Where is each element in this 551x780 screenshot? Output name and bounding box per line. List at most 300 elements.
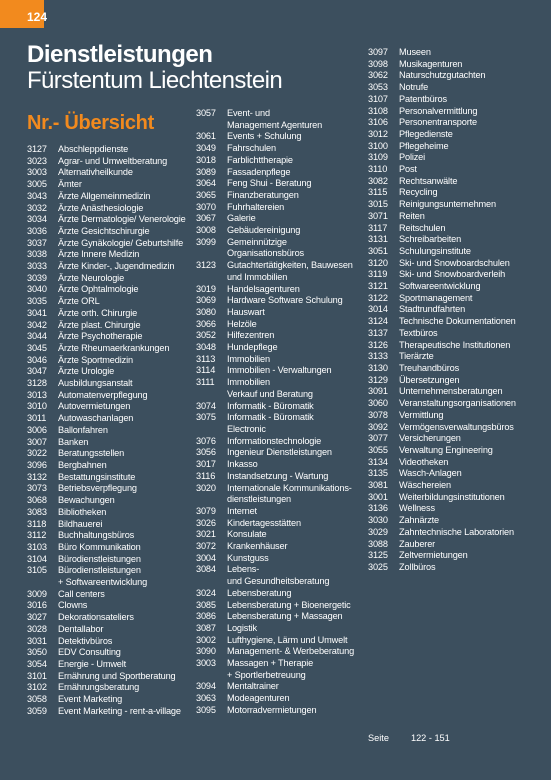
entry-code: 3098 [368,58,388,69]
index-entry [196,155,366,167]
entry-label: Veranstaltungsorganisationen [399,398,516,409]
index-entry [27,191,197,203]
entry-code: 3019 [196,283,216,294]
index-entry [27,694,197,706]
entry-label: Alternativheilkunde [58,167,133,178]
index-entry [27,401,197,413]
entry-label: Treuhandbüros [399,362,460,373]
entry-code: 3107 [368,93,388,104]
entry-label: Event Marketing - rent-a-village [58,705,181,716]
index-entry [27,636,197,648]
entry-label: Videotheken [399,456,449,467]
index-entry [196,202,366,214]
index-entry [27,284,197,296]
index-entry [368,187,543,199]
entry-code: 3117 [368,222,388,233]
index-entry [27,167,197,179]
entry-code: 3063 [196,693,216,704]
page-subtitle: Fürstentum Liechtenstein [27,67,283,94]
page-number-badge: 124 [0,0,44,28]
entry-code: 3073 [27,483,47,494]
entry-label: Vermittlung [399,409,444,420]
entry-label: Pflegedienste [399,128,453,139]
entry-label: Mentaltrainer [227,681,279,692]
index-entry [196,588,366,600]
index-entry [368,363,543,375]
entry-code [196,248,227,260]
index-entry [27,565,197,577]
entry-label: Büro Kommunikation [58,541,141,552]
entry-code: 3053 [368,82,388,93]
section-title: Nr.- Übersicht [27,112,154,134]
index-entry [27,600,197,612]
entry-label: Motorradvermietungen [227,704,317,715]
index-entry [27,589,197,601]
entry-code: 3119 [368,269,388,280]
entry-label: Ärzte Dermatologie/ Venerologie [58,214,186,225]
index-entry [368,503,543,515]
entry-label: Bewachungen [58,495,115,506]
entry-code: 3065 [196,189,216,200]
index-entry [368,234,543,246]
index-entry [196,623,366,635]
entry-label: Reitschulen [399,222,446,233]
entry-label: Reinigungsunternehmen [399,199,496,210]
index-entry [27,624,197,636]
entry-code: 3044 [27,331,47,342]
index-entry [196,377,366,389]
entry-code: 3089 [196,166,216,177]
entry-code: 3086 [196,611,216,622]
entry-label: Ärzte Psychotherapie [58,331,143,342]
index-entry [368,152,543,164]
entry-code: 3037 [27,237,47,248]
entry-label: Schulungsinstitute [399,245,471,256]
entry-label: Galerie [227,213,256,224]
entry-label: Bergbahnen [58,459,107,470]
index-entry [196,319,366,331]
entry-label: Ski- und Snowboardverleih [399,269,506,280]
index-entry [196,295,366,307]
entry-label: Pflegeheime [399,140,449,151]
entry-code: 3003 [196,658,216,669]
entry-code: 3014 [368,304,388,315]
entry-code: 3075 [196,412,216,423]
entry-code: 3038 [27,249,47,260]
entry-code: 3088 [368,538,388,549]
entry-label: Dekorationsateliers [58,612,134,623]
index-entry [368,375,543,387]
index-entry [196,576,366,588]
index-entry [196,424,366,436]
entry-code: 3103 [27,541,47,552]
entry-label: Automatenverpflegung [58,389,148,400]
index-entry [196,436,366,448]
entry-label: Buchhaltungsbüros [58,530,135,541]
index-entry [368,199,543,211]
index-entry [27,519,197,531]
entry-label: Personalvermittlung [399,105,478,116]
index-entry [27,308,197,320]
entry-code: 3036 [27,225,47,236]
entry-label: Betriebsverpflegung [58,483,137,494]
index-entry [196,494,366,506]
entry-code [196,670,227,682]
index-entry [27,203,197,215]
entry-label: Notrufe [399,82,429,93]
index-entry [196,705,366,717]
entry-label: + Softwareentwicklung [58,577,148,588]
entry-label: + Sportlerbetreuung [227,669,306,680]
entry-code: 3011 [27,413,47,424]
entry-code: 3113 [196,353,216,364]
entry-code: 3006 [27,424,47,435]
entry-code: 3064 [196,178,216,189]
entry-label: Banken [58,436,89,447]
index-entry [368,328,543,340]
entry-label: Immobilien [227,377,270,388]
index-entry [196,190,366,202]
index-entry [27,472,197,484]
index-entry [27,296,197,308]
entry-label: Gutachtertätigkeiten, Bauwesen [227,260,353,271]
entry-code: 3116 [196,470,216,481]
entry-code: 3030 [368,515,388,526]
entry-label: Gebäudereinigung [227,225,301,236]
entry-code: 3042 [27,319,47,330]
entry-label: Informatik - Büromatik [227,412,314,423]
index-entry [196,365,366,377]
index-entry [196,459,366,471]
entry-label: Stadtrundfahrten [399,304,466,315]
entry-code: 3056 [196,447,216,458]
index-entry [196,131,366,143]
index-entry [368,94,543,106]
index-entry [196,529,366,541]
entry-code: 3124 [368,316,388,327]
entry-code: 3100 [368,140,388,151]
entry-label: Zauberer [399,538,436,549]
entry-label: Polizei [399,152,426,163]
index-entry [27,647,197,659]
entry-label: Ballonfahren [58,424,108,435]
index-entry [368,527,543,539]
entry-code: 3043 [27,190,47,201]
index-entry [196,483,366,495]
entry-code [196,494,227,506]
entry-code: 3029 [368,526,388,537]
entry-label: Übersetzungen [399,374,460,385]
entry-code: 3024 [196,587,216,598]
entry-label: Tierärzte [399,351,434,362]
index-entry [368,386,543,398]
entry-code: 3133 [368,351,388,362]
entry-code: 3081 [368,480,388,491]
entry-label: Musikagenturen [399,58,463,69]
entry-label: Logistik [227,622,257,633]
entry-code: 3104 [27,553,47,564]
index-entry [196,167,366,179]
index-entry [196,284,366,296]
index-entry [27,460,197,472]
entry-label: Lebensberatung + Bioenergetic [227,599,351,610]
entry-label: Energie - Umwelt [58,658,127,669]
entry-label: Schreibarbeiten [399,234,462,245]
entry-code: 3031 [27,635,47,646]
entry-code: 3079 [196,505,216,516]
entry-label: Kindertagesstätten [227,517,301,528]
entry-code: 3070 [196,201,216,212]
entry-code: 3071 [368,210,388,221]
entry-label: Lebensberatung + Massagen [227,611,343,622]
index-entry [27,144,197,156]
entry-code: 3101 [27,670,47,681]
index-entry [196,553,366,565]
entry-code: 3122 [368,292,388,303]
entry-label: Modeagenturen [227,693,290,704]
entry-code: 3012 [368,128,388,139]
entry-code: 3023 [27,155,47,166]
index-column-2 [196,108,366,717]
entry-code: 3048 [196,342,216,353]
index-entry [196,178,366,190]
entry-label: Lebensberatung [227,587,292,598]
entry-code: 3061 [196,131,216,142]
entry-code: 3083 [27,506,47,517]
entry-code: 3052 [196,330,216,341]
index-entry [196,646,366,658]
entry-code: 3106 [368,117,388,128]
entry-label: Bürodienstleistungen [58,553,141,564]
entry-code: 3102 [27,682,47,693]
index-entry [196,600,366,612]
index-entry [196,518,366,530]
entry-code [196,272,227,284]
entry-label: Technische Dokumentationen [399,316,516,327]
index-entry [196,272,366,284]
index-entry [27,542,197,554]
entry-code: 3032 [27,202,47,213]
entry-label: Patentbüros [399,93,447,104]
index-entry [368,117,543,129]
index-entry [368,59,543,71]
entry-label: Immobilien - Verwaltungen [227,365,332,376]
index-entry [27,273,197,285]
entry-label: Instandsetzung - Wartung [227,470,329,481]
entry-code: 3115 [368,187,388,198]
index-entry [196,447,366,459]
entry-code: 3080 [196,306,216,317]
entry-code: 3033 [27,261,47,272]
index-entry [196,471,366,483]
entry-code [27,577,58,589]
entry-label: Informatik - Büromatik [227,400,314,411]
entry-label: Abschleppdienste [58,144,129,154]
entry-label: Bildhauerei [58,518,103,529]
entry-label: Ärzte ORL [58,296,100,307]
entry-code [196,389,227,401]
index-entry [196,681,366,693]
index-entry [196,635,366,647]
entry-code: 3062 [368,70,388,81]
entry-code: 3027 [27,612,47,623]
entry-label: und Immobilien [227,271,288,282]
index-entry [368,316,543,328]
index-entry [27,530,197,542]
index-entry [27,495,197,507]
index-entry [27,261,197,273]
entry-code [196,576,227,588]
index-entry [368,351,543,363]
entry-label: Post [399,164,417,175]
index-entry [368,445,543,457]
entry-label: Call centers [58,588,105,599]
entry-code: 3076 [196,435,216,446]
entry-code: 3049 [196,143,216,154]
index-entry [27,249,197,261]
entry-label: Ärzte orth. Chirurgie [58,307,138,318]
entry-code: 3120 [368,257,388,268]
entry-label: Agrar- und Umweltberatung [58,155,168,166]
entry-code: 3022 [27,448,47,459]
index-entry [27,390,197,402]
index-entry [27,671,197,683]
entry-code: 3007 [27,436,47,447]
entry-code: 3068 [27,495,47,506]
index-entry [196,611,366,623]
entry-code: 3078 [368,409,388,420]
entry-label: Recycling [399,187,438,198]
index-entry [368,422,543,434]
entry-code: 3096 [27,459,47,470]
index-entry [27,238,197,250]
entry-code: 3055 [368,444,388,455]
entry-code: 3008 [196,225,216,236]
index-entry [27,577,197,589]
entry-label: Ernährungsberatung [58,682,140,693]
entry-code: 3123 [196,260,216,271]
entry-code: 3017 [196,459,216,470]
entry-code: 3060 [368,398,388,409]
entry-label: Management Agenturen [227,119,323,130]
index-entry [27,226,197,238]
entry-code: 3134 [368,456,388,467]
entry-label: Vermögensverwaltungsbüros [399,421,514,432]
entry-label: Lebens- [227,564,260,575]
entry-code: 3025 [368,561,388,572]
index-entry [368,457,543,469]
index-entry [196,225,366,237]
entry-label: Informationstechnologie [227,435,322,446]
entry-label: Autovermietungen [58,401,131,412]
index-column-1 [27,144,197,717]
entry-label: Fassadenpflege [227,166,291,177]
entry-code: 3137 [368,327,388,338]
index-entry [368,211,543,223]
entry-code: 3013 [27,389,47,400]
index-entry [368,106,543,118]
index-entry [196,389,366,401]
entry-code: 3094 [196,681,216,692]
entry-label: Electronic [227,423,266,434]
index-entry [196,248,366,260]
index-entry [27,366,197,378]
entry-code: 3085 [196,599,216,610]
entry-code: 3015 [368,199,388,210]
entry-label: Ärzte Rheumaerkrankungen [58,342,170,353]
index-entry [196,401,366,413]
entry-label: Wasch-Anlagen [399,468,462,479]
entry-label: Hauswart [227,306,265,317]
entry-label: Zahnärzte [399,515,440,526]
entry-code: 3067 [196,213,216,224]
index-entry [368,468,543,480]
entry-label: Bibliotheken [58,506,107,517]
entry-label: Ärzte plast. Chirurgie [58,319,141,330]
entry-label: Hardware Software Schulung [227,295,343,306]
entry-code: 3039 [27,272,47,283]
entry-code: 3135 [368,468,388,479]
entry-code: 3051 [368,245,388,256]
index-entry [368,515,543,527]
entry-label: Helzöle [227,318,257,329]
entry-code: 3112 [27,530,47,541]
entry-code: 3128 [27,378,47,389]
index-entry [27,437,197,449]
entry-label: Museen [399,47,431,57]
entry-label: Handelsagenturen [227,283,300,294]
index-entry [196,354,366,366]
entry-code: 3108 [368,105,388,116]
index-entry [196,120,366,132]
entry-label: Dentallabor [58,623,104,634]
index-entry [196,260,366,272]
entry-label: Events + Schulung [227,131,302,142]
entry-code: 3016 [27,600,47,611]
entry-code: 3072 [196,541,216,552]
entry-label: Ernährung und Sportberatung [58,670,176,681]
index-entry [27,483,197,495]
entry-label: Detektivbüros [58,635,113,646]
footer-page-range: 122 - 151 [410,733,450,743]
index-entry [368,246,543,258]
index-entry [368,293,543,305]
index-entry [368,164,543,176]
entry-label: Hilfezentren [227,330,275,341]
entry-code: 3091 [368,386,388,397]
index-entry [368,492,543,504]
entry-label: Bürodienstleistungen [58,565,141,576]
entry-code: 3026 [196,517,216,528]
entry-label: Massagen + Therapie [227,658,314,669]
entry-label: Zahntechnische Laboratorien [399,526,514,537]
entry-code: 3090 [196,646,216,657]
entry-label: Ingenieur Dienstleistungen [227,447,332,458]
page-title: Dienstleistungen [27,41,213,68]
entry-code: 3010 [27,401,47,412]
index-entry [196,412,366,424]
entry-label: Lufthygiene, Lärm und Umwelt [227,634,348,645]
index-entry [27,706,197,718]
entry-code: 3040 [27,284,47,295]
entry-label: Softwareentwicklung [399,281,481,292]
entry-code: 3082 [368,175,388,186]
index-entry [196,564,366,576]
entry-label: Wäschereien [399,480,451,491]
index-entry [27,214,197,226]
entry-label: Ärzte Anästhesiologie [58,202,144,213]
entry-label: Ärzte Urologie [58,366,115,377]
